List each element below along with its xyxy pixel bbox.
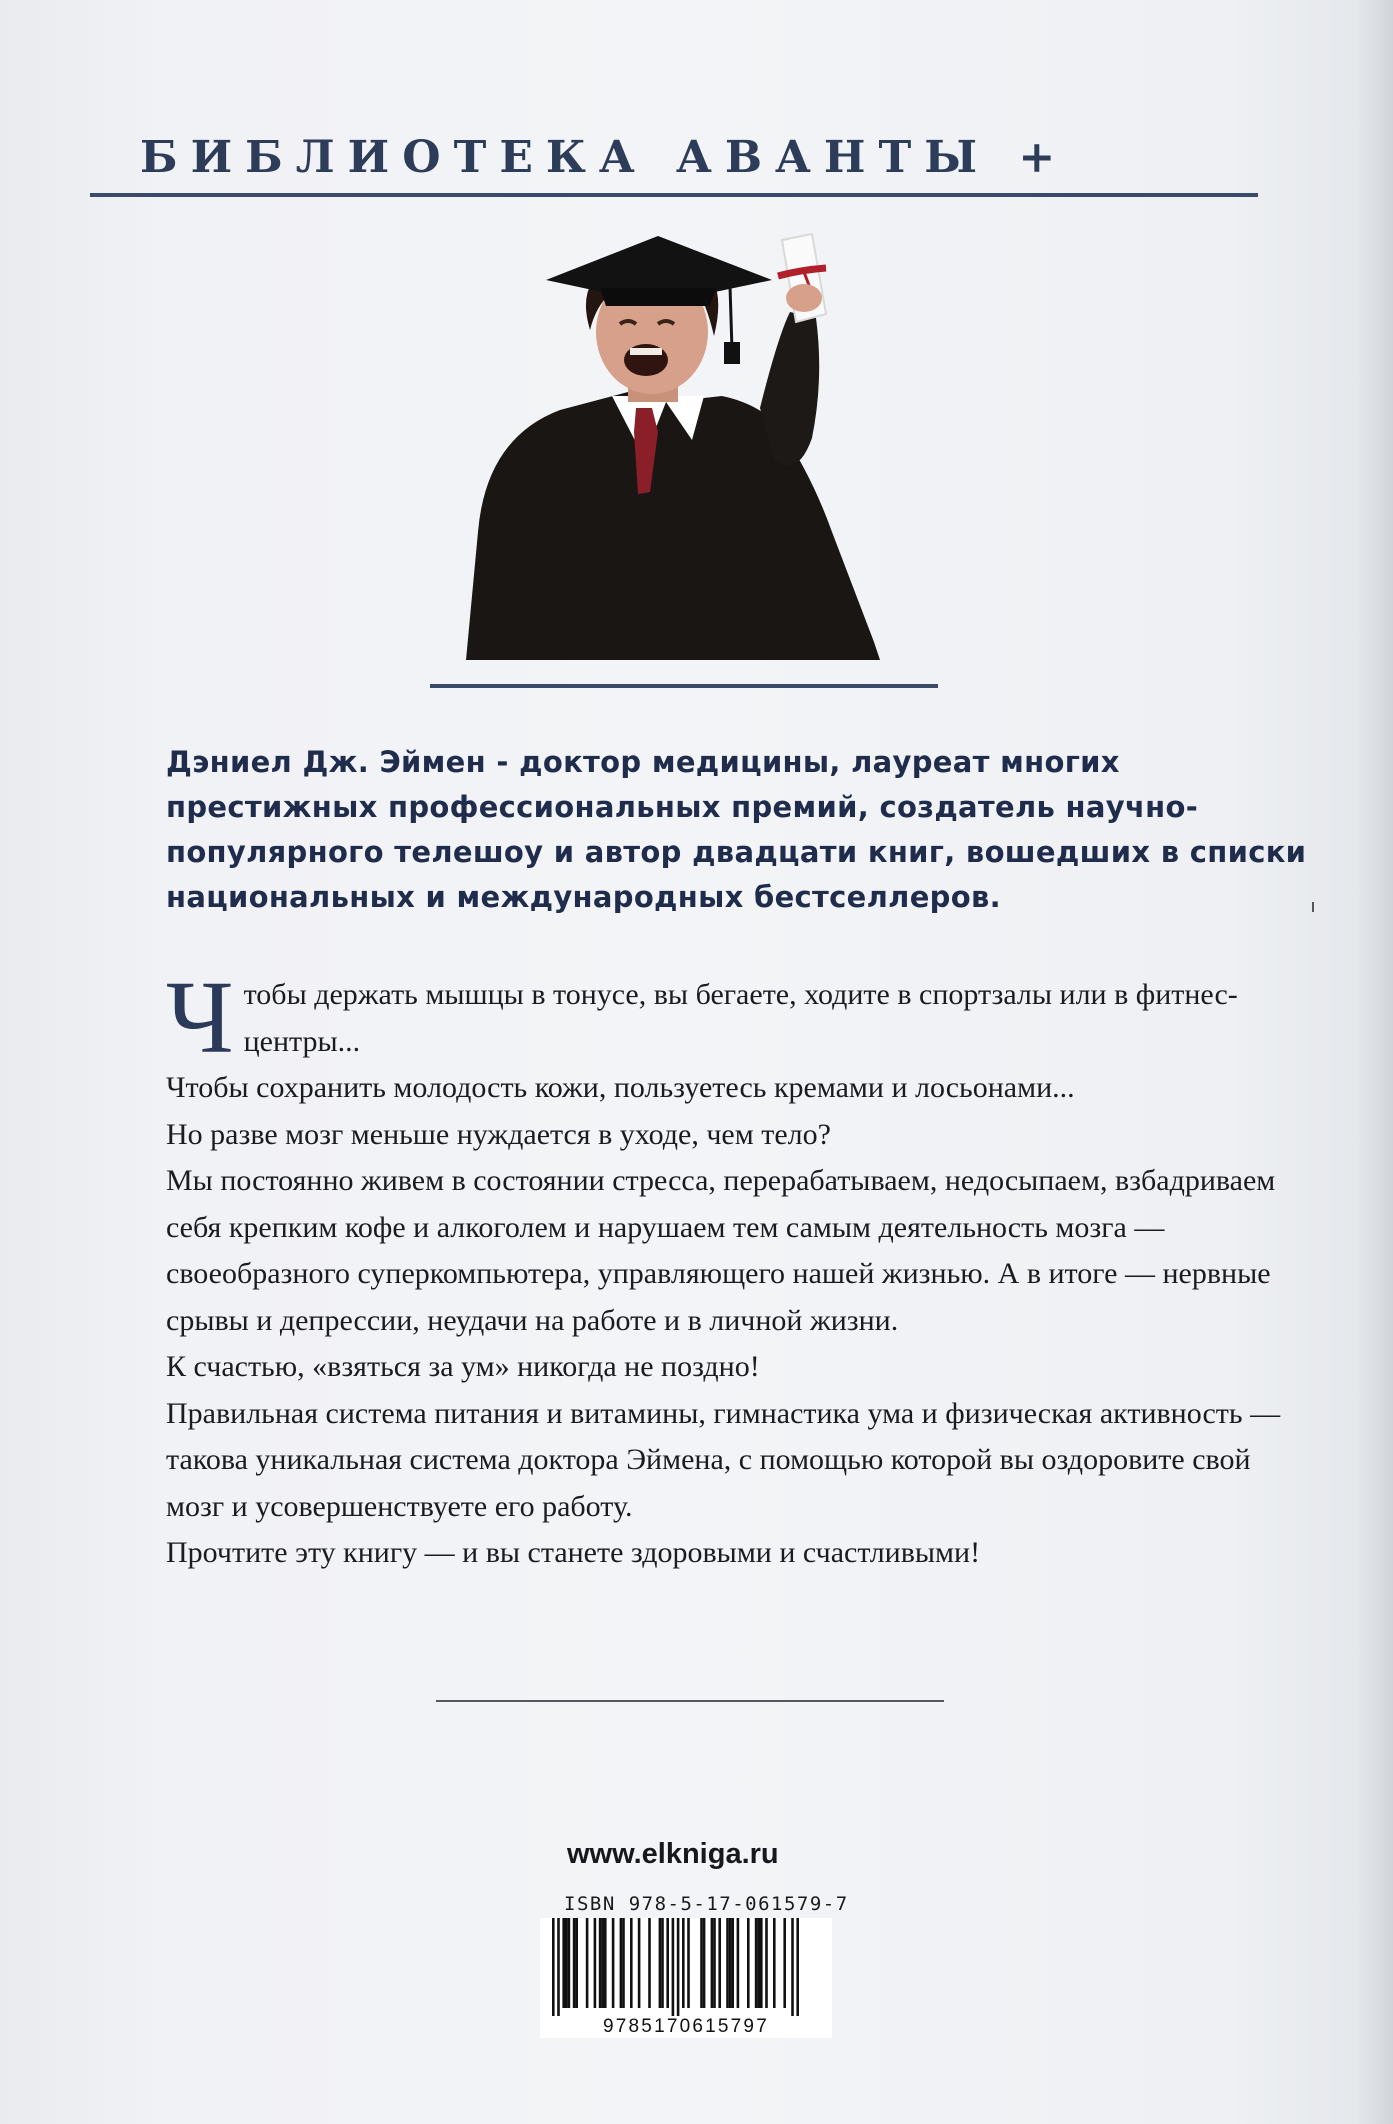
barcode-bar xyxy=(700,1918,703,2008)
barcode-bar xyxy=(672,1918,675,2016)
blurb-paragraph: Мы постоянно живем в состоянии стресса, перерабатываем, недосыпаем, взбадриваем себя крепким кофе и алкоголем и нарушаем тем самым деятельность мозга — своеобразного суперкомпьютера, управляющего нашей жизнью. А в итоге — нервные срывы и депрессии, неудачи на работе и в личной жизни. xyxy=(166,1164,1276,1337)
barcode-bar xyxy=(718,1918,721,2008)
barcode-bar xyxy=(731,1918,734,2008)
publisher-website[interactable]: www.elkniga.ru xyxy=(567,1838,779,1870)
barcode-bar xyxy=(783,1918,786,2008)
series-title: БИБЛИОТЕКА АВАНТЫ + xyxy=(140,132,1069,183)
barcode-bar xyxy=(573,1918,576,2008)
barcode-bar xyxy=(552,1918,555,2016)
barcode-bar xyxy=(630,1918,633,2008)
barcode-bar xyxy=(604,1918,607,2008)
barcode-bar xyxy=(760,1918,763,2008)
barcode-bar xyxy=(557,1918,560,2016)
barcode-bar xyxy=(565,1918,568,2008)
barcode-bar xyxy=(687,1918,690,2008)
barcode-bar xyxy=(713,1918,716,2008)
barcode-bar xyxy=(682,1918,685,2008)
barcode-bar xyxy=(638,1918,641,2008)
barcode-bar xyxy=(796,1918,799,2016)
barcode-bar xyxy=(620,1918,623,2008)
barcode-bar xyxy=(599,1918,602,2008)
barcode-bar xyxy=(612,1918,615,2008)
blurb xyxy=(166,960,1306,1577)
blurb-paragraph: Чтобы сохранить молодость кожи, пользуетесь кремами и лосьонами... xyxy=(166,1071,1075,1104)
blurb-paragraph: Правильная система питания и витамины, гимнастика ума и физическая активность — такова уникальная система доктора Эймена, с помощью которой вы оздоровите свой мозг и усовершенствуете его работу. xyxy=(166,1396,1281,1523)
drop-cap: Ч xyxy=(166,960,234,1075)
photo-divider xyxy=(430,684,938,688)
barcode-bar xyxy=(729,1918,732,2008)
barcode-bar xyxy=(747,1918,750,2008)
barcode-bar xyxy=(594,1918,597,2008)
barcode-bar xyxy=(677,1918,680,2016)
barcode-bar xyxy=(726,1918,729,2008)
footer-divider xyxy=(436,1700,944,1702)
barcode-bar xyxy=(659,1918,662,2008)
blurb-paragraph: Прочтите эту книгу — и вы станете здоровыми и счастливыми! xyxy=(166,1536,981,1569)
barcode-bar xyxy=(791,1918,794,2016)
barcode-bar xyxy=(773,1918,776,2008)
blurb-paragraph: К счастью, «взяться за ум» никогда не поздно! xyxy=(166,1350,760,1383)
barcode-bar xyxy=(575,1918,578,2008)
barcode-bar xyxy=(648,1918,651,2008)
barcode-bar xyxy=(765,1918,768,2008)
top-divider xyxy=(90,193,1258,197)
barcode-bar xyxy=(562,1918,565,2008)
barcode-bar xyxy=(661,1918,664,2008)
author-bio: Дэниел Дж. Эймен - доктор медицины, лауреат многих престижных профессиональных премий, создатель научно-популярного телешоу и автор двадцати книг, вошедших в списки национальных и международных бестселлеров. xyxy=(166,745,1307,914)
blurb-paragraph: тобы держать мышцы в тонусе, вы бегаете, ходите в спортзалы или в фитнес-центры... xyxy=(243,978,1238,1058)
barcode-bar xyxy=(757,1918,760,2008)
isbn-barcode xyxy=(540,1918,832,2038)
blurb-paragraph: Но разве мозг меньше нуждается в уходе, чем тело? xyxy=(166,1117,831,1151)
barcode-bar xyxy=(622,1918,625,2008)
barcode-bar xyxy=(755,1918,758,2008)
isbn-number: ISBN 978-5-17-061579-7 xyxy=(564,1893,849,1915)
barcode-bar xyxy=(586,1918,589,2008)
spine-shadow xyxy=(1355,0,1393,2124)
barcode-digits: 9785170615797 xyxy=(603,2016,769,2037)
graduate-photo xyxy=(460,232,890,662)
cover-mark xyxy=(1312,902,1314,912)
barcode-bar xyxy=(711,1918,714,2008)
barcode-bar xyxy=(666,1918,669,2008)
barcode-bar xyxy=(737,1918,740,2008)
barcode-bar xyxy=(568,1918,571,2008)
barcode-bar xyxy=(703,1918,706,2008)
barcode-bar xyxy=(601,1918,604,2008)
